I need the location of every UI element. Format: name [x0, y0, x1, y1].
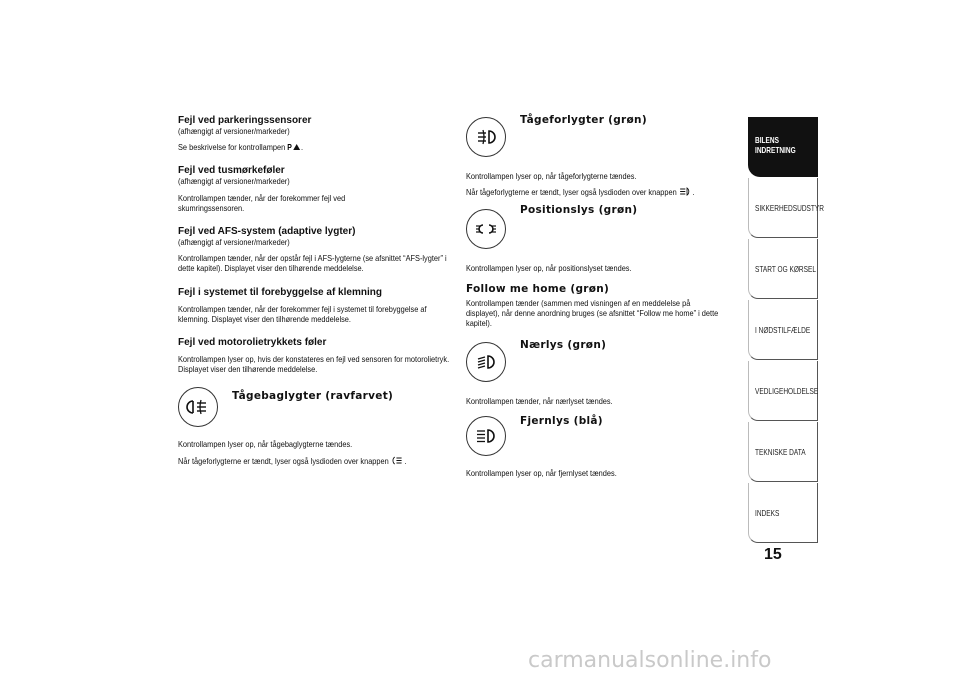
tab-vedligeholdelse[interactable]: [748, 361, 818, 421]
tab-label: TEKNISKE DATA: [755, 446, 806, 457]
rear-fog-light-icon: [178, 387, 218, 427]
section-title: Fjernlys (blå): [520, 415, 603, 428]
section-title: Nærlys (grøn): [520, 339, 607, 352]
position-light-row: [466, 205, 736, 249]
section-title: Positionslys (grøn): [520, 204, 638, 217]
tab-tekniske-data[interactable]: [748, 422, 818, 482]
parking-sensor-icon: [287, 142, 301, 152]
tab-label: SIKKERHEDSUDSTYR: [755, 202, 824, 213]
right-column: [466, 115, 736, 479]
page-number: 15: [764, 546, 782, 563]
dipped-beam-icon: [466, 342, 506, 382]
section-title: Fejl ved motorolietrykkets føler: [178, 337, 327, 349]
tab-label: START OG KØRSEL: [755, 263, 816, 274]
tab-label: I NØDSTILFÆLDE: [755, 324, 811, 335]
tab-label: VEDLIGEHOLDELSE: [755, 385, 819, 396]
section-text: Kontrollampen tænder, når nærlyset tændes.: [466, 396, 613, 407]
section-text: Når tågeforlygterne er tændt, lyser også lysdioden over knappen .: [466, 187, 695, 198]
section-text: Kontrollampen lyser op, når tågeforlygterne tændes.: [466, 171, 637, 181]
tab-start-og-korsel[interactable]: [748, 239, 818, 299]
section-title: Fejl i systemet til forebyggelse af klemning: [178, 286, 382, 298]
section-title: Tågebaglygter (ravfarvet): [232, 390, 394, 403]
svg-text:P: P: [287, 142, 292, 152]
front-fog-light-icon: [466, 117, 506, 157]
position-light-icon: [466, 209, 506, 249]
section-text: Kontrollampen tænder, når der forekommer fejl i systemet til forebyggelse af klemning. Displayet viser den tilhørende meddelelse.: [178, 303, 427, 324]
section-text: Kontrollampen lyser op, hvis der konstateres en fejl ved sensoren for motorolietryk. Displayet viser den tilhørende meddelelse.: [178, 354, 450, 375]
section-text: Kontrollampen lyser op, når tågebaglygterne tændes.: [178, 439, 353, 450]
chapter-tabs: [748, 117, 824, 544]
tab-i-nodstilfaelde[interactable]: [748, 300, 818, 360]
section-title: Follow me home (grøn): [466, 282, 610, 295]
section-text: Kontrollampen tænder (sammen med visningen af en meddelelse på displayet), når denne anordning bruges (se afsnittet “Follow me home” i dette kapitel).: [466, 297, 719, 329]
main-beam-icon: [466, 416, 506, 456]
front-fog-light-row: [466, 115, 736, 157]
section-text: Kontrollampen lyser op, når fjernlyset tændes.: [466, 468, 617, 479]
section-title: Fejl ved tusmørkeføler: [178, 165, 285, 177]
section-subtitle: (afhængigt af versioner/markeder): [178, 126, 290, 136]
tab-label: INDEKS: [755, 507, 780, 518]
section-title: Fejl ved parkeringssensorer: [178, 115, 312, 126]
section-title: Tågeforlygter (grøn): [520, 114, 647, 126]
watermark: carmanualsonline.info: [528, 648, 772, 673]
section-text: Kontrollampen tænder, når der forekommer fejl ved skumringssensoren.: [178, 192, 346, 213]
rear-fog-button-icon: [391, 456, 405, 466]
section-subtitle: (afhængigt af versioner/markeder): [178, 176, 290, 187]
tab-bilens-indretning[interactable]: [748, 117, 818, 177]
section-subtitle: (afhængigt af versioner/markeder): [178, 237, 290, 248]
tab-sikkerhedsudstyr[interactable]: [748, 178, 824, 238]
section-title: Fejl ved AFS-system (adaptive lygter): [178, 226, 356, 238]
tab-indeks[interactable]: [748, 483, 818, 543]
left-column: [178, 115, 450, 466]
main-beam-row: [466, 416, 736, 456]
section-text: Når tågeforlygterne er tændt, lyser også lysdioden over knappen .: [178, 455, 407, 466]
section-text: Kontrollampen tænder, når der opstår fejl i AFS-lygterne (se afsnittet “AFS-lygter” i dette kapitel). Displayet viser den tilhørende meddelelse.: [178, 253, 447, 274]
section-text: Se beskrivelse for kontrollampen P .: [178, 142, 304, 153]
tab-label: BILENS INDRETNING: [755, 135, 796, 155]
front-fog-button-icon: [679, 187, 693, 197]
section-text: Kontrollampen lyser op, når positionslyset tændes.: [466, 263, 632, 274]
dipped-beam-row: [466, 340, 736, 382]
rear-fog-light-row: [178, 387, 450, 427]
